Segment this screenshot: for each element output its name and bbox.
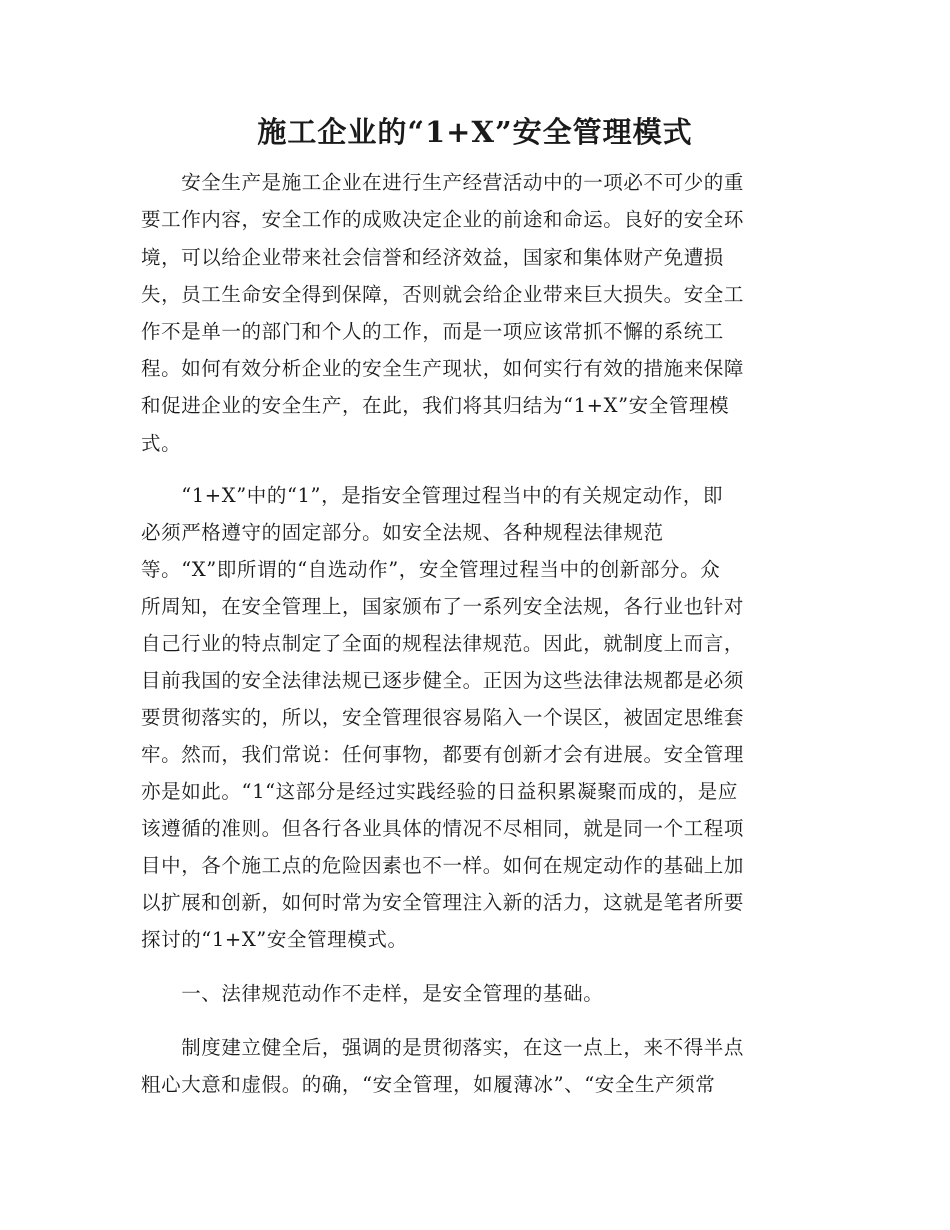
text-line: 等。“X”即所谓的“自选动作”，安全管理过程当中的创新部分。众 bbox=[141, 558, 721, 581]
text-line: 安全生产是施工企业在进行生产经营活动中的一项必不可少的重 bbox=[141, 171, 745, 194]
text-line: 探讨的“1+X”安全管理模式。 bbox=[141, 928, 408, 951]
text-line: “1+X”中的“1”，是指安全管理过程当中的有关规定动作，即 bbox=[141, 484, 724, 507]
text-line: 失，员工生命安全得到保障，否则就会给企业带来巨大损失。安全工 bbox=[141, 283, 745, 306]
document-title: 施工企业的“1+X”安全管理模式 bbox=[257, 115, 693, 149]
text-line: 粗心大意和虚假。的确，“安全管理，如履薄冰”、“安全生产须常 bbox=[141, 1073, 716, 1096]
section-heading: 一、法律规范动作不走样，是安全管理的基础。 bbox=[141, 982, 604, 1005]
text-line: 目前我国的安全法律法规已逐步健全。正因为这些法律法规都是必须 bbox=[141, 669, 745, 692]
text-line: 境，可以给企业带来社会信誉和经济效益，国家和集体财产免遭损 bbox=[141, 246, 724, 269]
text-line: 制度建立健全后，强调的是贯彻落实，在这一点上，来不得半点 bbox=[141, 1036, 745, 1059]
text-line: 所周知，在安全管理上，国家颁布了一系列安全法规，各行业也针对 bbox=[141, 595, 745, 618]
text-line: 必须严格遵守的固定部分。如安全法规、各种规程法律规范 bbox=[141, 521, 664, 544]
text-line: 牢。然而，我们常说：任何事物，都要有创新才会有进展。安全管理 bbox=[141, 743, 745, 766]
text-line: 程。如何有效分析企业的安全生产现状，如何实行有效的措施来保障 bbox=[141, 357, 745, 380]
text-line: 和促进企业的安全生产，在此，我们将其归结为“1+X”安全管理模 bbox=[141, 394, 730, 417]
text-line: 以扩展和创新，如何时常为安全管理注入新的活力，这就是笔者所要 bbox=[141, 891, 745, 914]
text-line: 要工作内容，安全工作的成败决定企业的前途和命运。良好的安全环 bbox=[141, 208, 745, 231]
text-line: 目中，各个施工点的危险因素也不一样。如何在规定动作的基础上加 bbox=[141, 854, 745, 877]
text-line: 该遵循的准则。但各行各业具体的情况不尽相同，就是同一个工程项 bbox=[141, 817, 745, 840]
text-line: 要贯彻落实的，所以，安全管理很容易陷入一个误区，被固定思维套 bbox=[141, 706, 745, 729]
text-line: 自己行业的特点制定了全面的规程法律规范。因此，就制度上而言， bbox=[141, 632, 745, 655]
text-line: 式。 bbox=[141, 432, 182, 455]
text-line: 亦是如此。“1“这部分是经过实践经验的日益积累凝聚而成的，是应 bbox=[141, 780, 738, 803]
text-line: 作不是单一的部门和个人的工作，而是一项应该常抓不懈的系统工 bbox=[141, 320, 724, 343]
